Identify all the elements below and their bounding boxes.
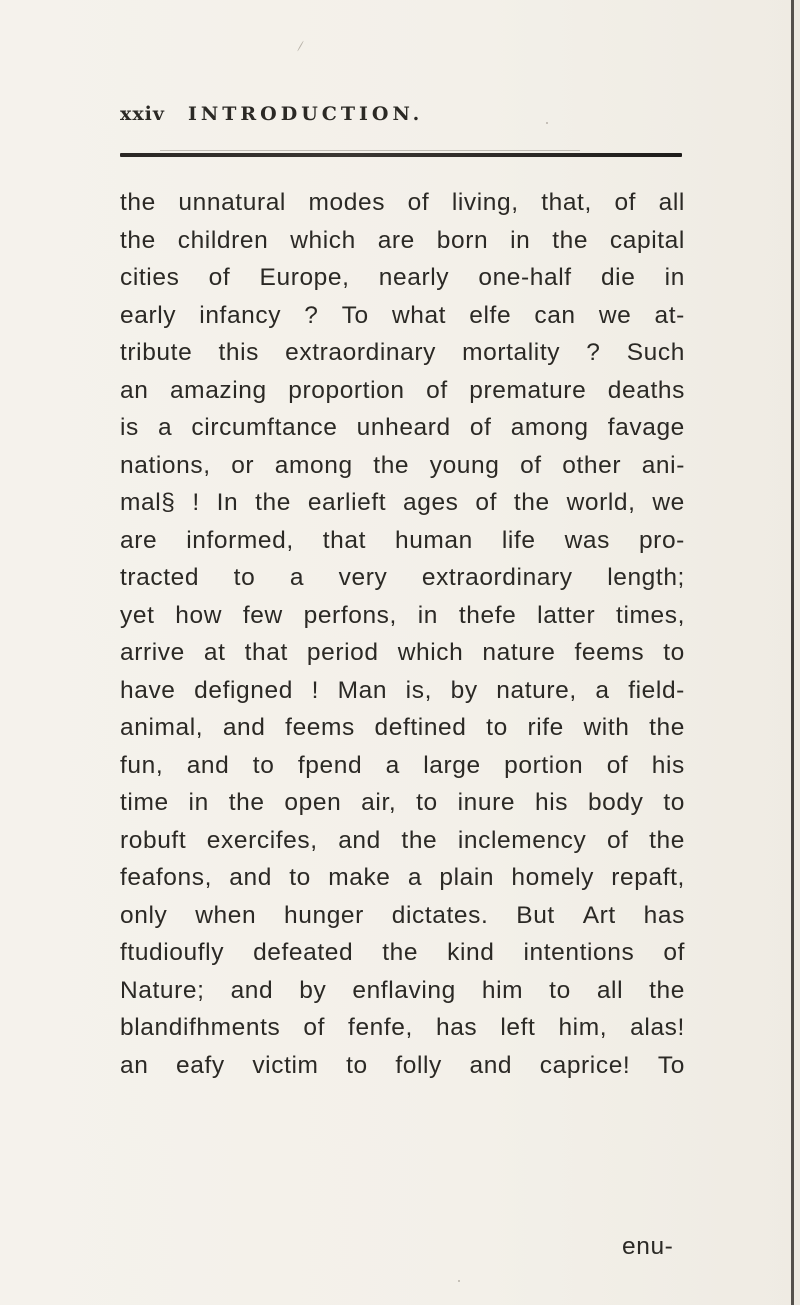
- word: rife: [527, 714, 564, 741]
- word: of: [469, 414, 492, 441]
- word: large: [423, 751, 481, 779]
- word: field-: [628, 676, 685, 704]
- word: human: [394, 526, 473, 554]
- word: ?: [304, 301, 319, 329]
- word: fun,: [120, 751, 164, 779]
- word: early: [120, 301, 177, 329]
- word: to: [663, 789, 685, 816]
- word: this: [218, 339, 259, 366]
- word: young: [429, 451, 500, 479]
- word: the: [513, 489, 550, 516]
- text-line: [120, 934, 685, 972]
- word: that,: [541, 189, 592, 216]
- word: and: [222, 714, 266, 741]
- word: folly: [395, 1051, 442, 1079]
- word: Such: [626, 339, 685, 366]
- word: capital: [609, 226, 685, 254]
- word: a: [289, 564, 305, 591]
- word: defeated: [253, 939, 354, 966]
- word: air,: [361, 789, 397, 816]
- word: feems: [574, 639, 645, 666]
- word: make: [328, 864, 391, 891]
- text-line: [120, 672, 685, 710]
- word: life: [501, 526, 536, 554]
- word: what: [391, 301, 447, 329]
- word: body: [587, 789, 644, 816]
- word: have: [120, 676, 176, 704]
- word: alas!: [630, 1014, 685, 1041]
- word: caprice!: [539, 1051, 631, 1079]
- word: !: [311, 676, 319, 704]
- word: of: [303, 1014, 326, 1041]
- text-line: [120, 222, 685, 260]
- word: ftudioufly: [120, 939, 225, 966]
- word: at: [203, 639, 226, 666]
- word: all: [658, 189, 685, 216]
- word: cities: [120, 264, 180, 291]
- text-line: [120, 822, 685, 860]
- word: In: [216, 489, 239, 516]
- word: to: [252, 751, 275, 779]
- word: with: [583, 714, 630, 741]
- word: homely: [511, 864, 594, 891]
- word: has: [435, 1014, 478, 1041]
- word: ?: [586, 339, 601, 366]
- word: few: [242, 601, 283, 629]
- word: perfons,: [303, 601, 397, 629]
- word: blandifhments: [120, 1014, 281, 1041]
- text-line: [120, 334, 685, 372]
- word: in: [417, 601, 439, 629]
- word: the: [120, 189, 156, 216]
- word: the: [401, 826, 438, 854]
- word: children: [177, 226, 269, 254]
- word: elfe: [469, 301, 512, 329]
- word: in: [664, 264, 685, 291]
- word: intentions: [523, 939, 635, 966]
- word: kind: [447, 939, 495, 966]
- word: is: [120, 414, 139, 441]
- word: the: [552, 226, 589, 254]
- word: unnatural: [178, 189, 286, 216]
- word: to: [416, 789, 438, 816]
- word: mal§: [120, 489, 176, 516]
- paper-fleck: [546, 122, 548, 124]
- word: the: [255, 489, 291, 516]
- word: in: [510, 226, 531, 254]
- word: that: [322, 526, 366, 554]
- text-line: [120, 897, 685, 935]
- word: a: [158, 414, 173, 441]
- word: plain: [439, 864, 495, 891]
- word: nations,: [120, 451, 211, 479]
- word: time: [120, 789, 169, 816]
- word: we: [598, 301, 632, 329]
- text-line: [120, 972, 685, 1010]
- word: a: [595, 676, 610, 704]
- word: feems: [285, 714, 355, 741]
- text-line: [120, 747, 685, 785]
- word: of: [614, 189, 637, 216]
- word: to: [486, 714, 508, 741]
- word: thefe: [458, 601, 517, 629]
- paper-fleck: [297, 41, 304, 52]
- word: left: [500, 1014, 536, 1041]
- page-edge-shadow: [794, 0, 800, 1305]
- text-line: [120, 522, 685, 560]
- word: repaft,: [611, 864, 685, 891]
- word: modes: [308, 189, 386, 216]
- word: inclemency: [457, 826, 587, 854]
- word: was: [564, 526, 610, 554]
- word: has: [643, 901, 685, 929]
- word: fpend: [297, 751, 363, 779]
- word: the: [382, 939, 419, 966]
- word: the: [649, 826, 685, 854]
- word: animal,: [120, 714, 204, 741]
- word: of: [426, 376, 448, 404]
- body-text: [120, 184, 685, 1084]
- word: ani-: [641, 451, 685, 479]
- word: exercifes,: [206, 826, 318, 854]
- text-line: [120, 784, 685, 822]
- word: victim: [252, 1051, 319, 1079]
- word: Europe,: [259, 264, 350, 291]
- page-edge: [791, 0, 794, 1305]
- text-line: [120, 634, 685, 672]
- word: by: [299, 976, 327, 1004]
- word: unheard: [356, 414, 451, 441]
- word: him,: [558, 1014, 608, 1041]
- word: a: [407, 864, 423, 891]
- word: open: [284, 789, 342, 816]
- word: ages: [403, 489, 459, 516]
- word: to: [663, 639, 685, 666]
- word: which: [290, 226, 356, 254]
- text-line: [120, 259, 685, 297]
- word: tracted: [120, 564, 200, 591]
- word: the: [649, 976, 685, 1004]
- word: dictates.: [391, 901, 489, 929]
- word: length;: [607, 564, 685, 591]
- text-line: [120, 447, 685, 485]
- word: To: [657, 1051, 685, 1079]
- text-line: [120, 484, 685, 522]
- word: amazing: [169, 376, 267, 404]
- word: is,: [405, 676, 432, 704]
- paper-fleck: [458, 1280, 460, 1282]
- text-line: [120, 297, 685, 335]
- word: other: [562, 451, 622, 479]
- word: fenfe,: [348, 1014, 413, 1041]
- word: feafons,: [120, 864, 212, 891]
- word: his: [534, 789, 569, 816]
- word: all: [596, 976, 624, 1004]
- text-line: [120, 559, 685, 597]
- word: eafy: [176, 1051, 225, 1079]
- word: To: [341, 301, 369, 329]
- word: that: [244, 639, 288, 666]
- word: period: [306, 639, 379, 666]
- word: an: [120, 1051, 149, 1079]
- word: born: [436, 226, 489, 254]
- word: and: [338, 826, 381, 854]
- word: among: [510, 414, 589, 441]
- word: and: [229, 864, 272, 891]
- word: world,: [566, 489, 636, 516]
- word: deaths: [607, 376, 685, 404]
- word: can: [534, 301, 576, 329]
- running-head: INTRODUCTION.: [188, 103, 424, 125]
- word: which: [397, 639, 464, 666]
- page-header: [120, 103, 680, 133]
- word: enflaving: [352, 976, 456, 1004]
- catchword: enu-: [622, 1233, 674, 1260]
- word: die: [600, 264, 636, 291]
- word: of: [520, 451, 542, 479]
- word: of: [208, 264, 231, 291]
- text-line: [120, 372, 685, 410]
- word: to: [549, 976, 571, 1004]
- text-line: [120, 597, 685, 635]
- word: pro-: [638, 526, 685, 554]
- word: are: [377, 226, 415, 254]
- word: latter: [537, 601, 596, 629]
- header-rule: [120, 153, 682, 157]
- word: deftined: [374, 714, 467, 741]
- word: mortality: [462, 339, 561, 366]
- word: one-half: [478, 264, 572, 291]
- word: Art: [582, 901, 616, 929]
- word: nearly: [378, 264, 450, 291]
- page-number: xxiv: [120, 103, 165, 125]
- word: him: [481, 976, 524, 1004]
- word: premature: [469, 376, 587, 404]
- word: an: [120, 376, 149, 404]
- word: a: [385, 751, 400, 779]
- text-line: [120, 1047, 685, 1085]
- word: by: [450, 676, 478, 704]
- word: and: [186, 751, 230, 779]
- word: informed,: [186, 526, 294, 554]
- word: of: [407, 189, 430, 216]
- word: and: [469, 1051, 513, 1079]
- text-line: [120, 184, 685, 222]
- word: portion: [504, 751, 584, 779]
- word: times,: [616, 601, 685, 629]
- word: tribute: [120, 339, 193, 366]
- word: his: [651, 751, 685, 779]
- word: the: [373, 451, 410, 479]
- word: the: [120, 226, 156, 254]
- word: to: [233, 564, 256, 591]
- word: the: [228, 789, 265, 816]
- text-line: [120, 859, 685, 897]
- header-rule-thin: [160, 150, 580, 151]
- word: favage: [607, 414, 685, 441]
- text-line: [120, 709, 685, 747]
- word: robuft: [120, 826, 187, 854]
- word: proportion: [288, 376, 405, 404]
- word: are: [120, 526, 158, 554]
- word: we: [652, 489, 685, 516]
- word: to: [346, 1051, 368, 1079]
- word: hunger: [284, 901, 364, 929]
- word: and: [230, 976, 274, 1004]
- word: defigned: [194, 676, 293, 704]
- word: of: [663, 939, 685, 966]
- word: at-: [654, 301, 685, 329]
- text-line: [120, 409, 685, 447]
- word: arrive: [120, 639, 185, 666]
- word: nature: [482, 639, 556, 666]
- word: extraordinary: [421, 564, 573, 591]
- word: of: [606, 751, 629, 779]
- word: Nature;: [120, 976, 205, 1004]
- word: when: [195, 901, 257, 929]
- word: or: [231, 451, 255, 479]
- word: yet: [120, 601, 155, 629]
- word: of: [606, 826, 629, 854]
- word: the: [649, 714, 685, 741]
- word: how: [175, 601, 223, 629]
- word: very: [338, 564, 388, 591]
- word: infancy: [199, 301, 282, 329]
- text-line: [120, 1009, 685, 1047]
- word: of: [475, 489, 498, 516]
- word: living,: [451, 189, 519, 216]
- word: only: [120, 901, 168, 929]
- word: among: [274, 451, 353, 479]
- word: to: [289, 864, 311, 891]
- word: circumftance: [191, 414, 338, 441]
- word: But: [516, 901, 555, 929]
- word: earlieft: [307, 489, 387, 516]
- word: inure: [457, 789, 516, 816]
- word: nature,: [496, 676, 577, 704]
- word: Man: [337, 676, 388, 704]
- word: !: [192, 489, 200, 516]
- word: extraordinary: [285, 339, 436, 366]
- word: in: [188, 789, 209, 816]
